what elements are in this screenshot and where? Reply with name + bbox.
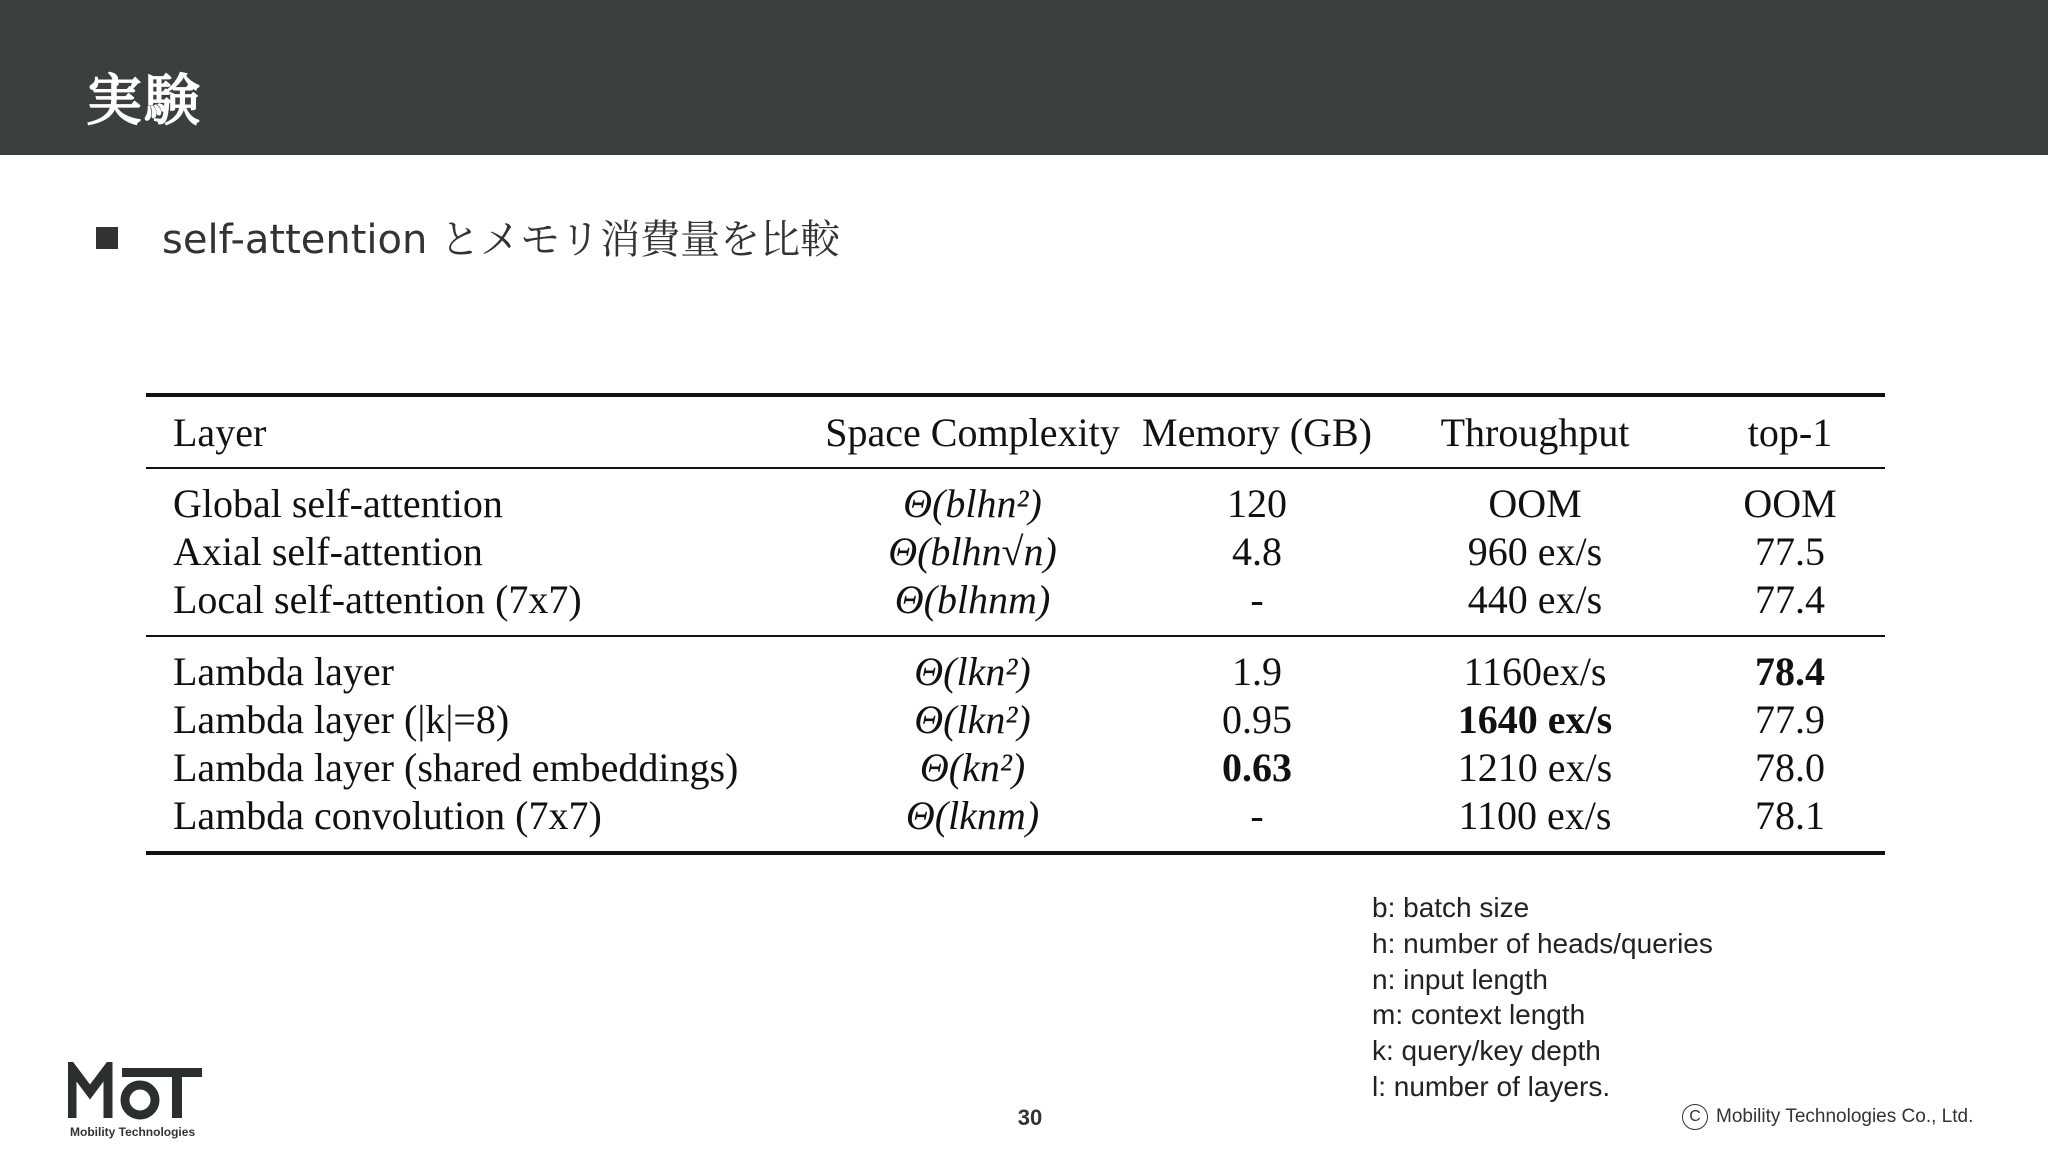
symbol-legend bbox=[1372, 890, 1713, 1105]
legend-item: h: number of heads/queries bbox=[1372, 927, 1713, 959]
cell-throughput: 440 ex/s bbox=[1467, 576, 1603, 622]
cell-top1: 78.1 bbox=[1755, 792, 1825, 838]
legend-item: b: batch size bbox=[1372, 892, 1530, 923]
header-top1: top-1 bbox=[1747, 409, 1833, 455]
table-row bbox=[146, 695, 1885, 743]
table-header-row bbox=[146, 397, 1885, 467]
header-space-complexity: Space Complexity bbox=[825, 409, 1120, 455]
cell-layer: Global self-attention bbox=[173, 480, 503, 526]
lambda-group bbox=[146, 637, 1885, 851]
table-row bbox=[146, 575, 1885, 623]
header-memory: Memory (GB) bbox=[1142, 409, 1372, 455]
legend-item: l: number of layers. bbox=[1372, 1070, 1611, 1102]
table-bottom-rule bbox=[146, 851, 1885, 855]
cell-complexity: Θ(lknm) bbox=[905, 792, 1040, 838]
legend-item: m: context length bbox=[1372, 999, 1586, 1031]
cell-memory-best: 0.63 bbox=[1222, 744, 1292, 790]
header-throughput: Throughput bbox=[1440, 409, 1630, 455]
header-layer: Layer bbox=[173, 409, 267, 455]
cell-memory: 1.9 bbox=[1232, 648, 1282, 694]
cell-layer: Local self-attention (7x7) bbox=[173, 576, 582, 622]
table-row bbox=[146, 479, 1885, 527]
bullet-text: self-attention とメモリ消費量を比較 bbox=[162, 216, 841, 263]
copyright-text: Mobility Technologies Co., Ltd. bbox=[1716, 1106, 1974, 1127]
cell-complexity: Θ(lkn²) bbox=[914, 648, 1031, 694]
cell-layer: Lambda convolution (7x7) bbox=[173, 792, 602, 838]
legend-item: n: input length bbox=[1372, 963, 1548, 995]
cell-top1: OOM bbox=[1743, 480, 1837, 526]
table-row bbox=[146, 791, 1885, 839]
cell-memory: 0.95 bbox=[1222, 696, 1292, 742]
cell-throughput: 1100 ex/s bbox=[1458, 792, 1612, 838]
table-row bbox=[146, 527, 1885, 575]
cell-complexity: Θ(blhn²) bbox=[903, 480, 1042, 526]
slide-title: 実験 bbox=[86, 69, 202, 134]
cell-memory: - bbox=[1250, 576, 1264, 622]
cell-top1: 77.9 bbox=[1755, 696, 1825, 742]
legend-item: k: query/key depth bbox=[1372, 1035, 1601, 1067]
cell-throughput: 1210 ex/s bbox=[1457, 744, 1613, 790]
cell-throughput-best: 1640 ex/s bbox=[1457, 696, 1613, 742]
cell-top1: 77.5 bbox=[1755, 528, 1825, 574]
copyright-icon: C bbox=[1682, 1104, 1708, 1130]
cell-layer: Lambda layer (|k|=8) bbox=[173, 696, 510, 742]
bullet-item bbox=[96, 206, 840, 266]
cell-layer: Axial self-attention bbox=[173, 528, 483, 574]
cell-throughput: 960 ex/s bbox=[1467, 528, 1603, 574]
cell-throughput: 1160ex/s bbox=[1463, 648, 1607, 694]
table-row bbox=[146, 743, 1885, 791]
bullet-square-icon bbox=[96, 227, 118, 249]
copyright bbox=[1682, 1104, 1973, 1130]
results-table bbox=[146, 393, 1885, 855]
cell-throughput: OOM bbox=[1488, 480, 1582, 526]
cell-top1: 77.4 bbox=[1755, 576, 1825, 622]
cell-complexity: Θ(blhn√n) bbox=[888, 528, 1057, 574]
cell-top1-best: 78.4 bbox=[1755, 648, 1825, 694]
page-number: 30 bbox=[1017, 1105, 1043, 1130]
cell-complexity: Θ(blhnm) bbox=[894, 576, 1051, 622]
header-bar bbox=[0, 0, 2048, 155]
cell-memory: 120 bbox=[1227, 480, 1287, 526]
cell-top1: 78.0 bbox=[1755, 744, 1825, 790]
cell-layer: Lambda layer bbox=[173, 648, 394, 694]
table-row bbox=[146, 647, 1885, 695]
cell-memory: 4.8 bbox=[1232, 528, 1282, 574]
cell-complexity: Θ(lkn²) bbox=[914, 696, 1031, 742]
self-attention-group bbox=[146, 469, 1885, 635]
logo-subtitle: Mobility Technologies bbox=[70, 1125, 196, 1139]
cell-complexity: Θ(kn²) bbox=[919, 744, 1026, 790]
cell-memory: - bbox=[1250, 792, 1264, 838]
cell-layer: Lambda layer (shared embeddings) bbox=[173, 744, 739, 790]
